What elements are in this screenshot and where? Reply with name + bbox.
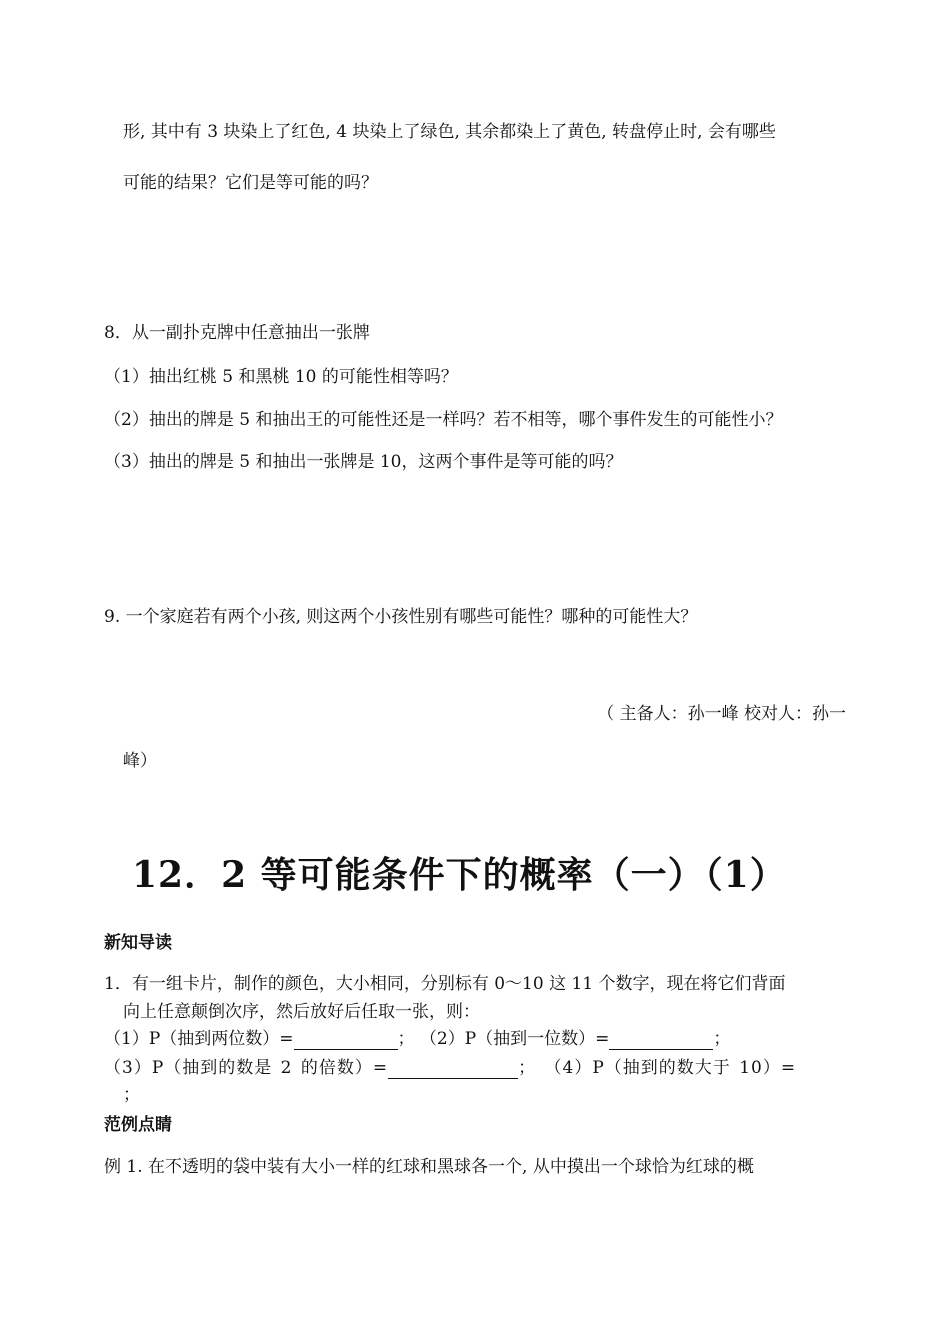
question-9: 9. 一个家庭若有两个小孩, 则这两个小孩性别有哪些可能性？哪种的可能性大？ <box>104 607 698 627</box>
answer-1-label: （1）P（抽到两位数）= <box>104 1029 294 1049</box>
question-8-part-2: （2）抽出的牌是 5 和抽出王的可能性还是一样吗？若不相等，哪个事件发生的可能性小？ <box>104 410 783 430</box>
answer-row-2 <box>104 1057 796 1079</box>
answer-1-end: ； <box>397 1029 415 1049</box>
section-heading: 12．2 等可能条件下的概率（一）（1） <box>132 854 787 896</box>
answer-row-1 <box>104 1028 730 1050</box>
new-knowledge-title: 新知导读 <box>104 933 172 953</box>
continued-line-1: 形, 其中有 3 块染上了红色, 4 块染上了绿色, 其余都染上了黄色, 转盘停止时, 会有哪些 <box>123 122 776 142</box>
credits-line-2: 峰） <box>123 751 157 771</box>
answer-4-label: （4）P（抽到的数大于 10）= <box>544 1058 797 1078</box>
example-1: 例 1. 在不透明的袋中装有大小一样的红球和黑球各一个, 从中摸出一个球恰为红球的概 <box>104 1157 754 1177</box>
question-8-part-3: （3）抽出的牌是 5 和抽出一张牌是 10，这两个事件是等可能的吗？ <box>104 452 623 472</box>
examples-title: 范例点睛 <box>104 1115 172 1135</box>
answer-2-label: （2）P（抽到一位数）= <box>419 1029 610 1049</box>
question-8-part-1: （1）抽出红桃 5 和黑桃 10 的可能性相等吗？ <box>104 367 458 387</box>
credits-line-1: （ 主备人：孙一峰 校对人：孙一 <box>597 704 846 724</box>
continued-line-2: 可能的结果？它们是等可能的吗？ <box>123 173 378 193</box>
answer-2-end: ； <box>713 1029 731 1049</box>
question-1-line-2: 向上任意颠倒次序，然后放好后任取一张，则： <box>123 1002 480 1022</box>
answer-4-end: ； <box>123 1085 140 1105</box>
answer-3-blank[interactable] <box>388 1060 518 1079</box>
question-1-line-1: 1．有一组卡片，制作的颜色，大小相同，分别标有 0～10 这 11 个数字，现在将它们背面 <box>104 974 786 994</box>
answer-3-label: （3）P（抽到的数是 2 的倍数）= <box>104 1058 389 1078</box>
question-8-stem: 8．从一副扑克牌中任意抽出一张牌 <box>104 323 370 343</box>
answer-1-blank[interactable] <box>294 1031 398 1050</box>
answer-2-blank[interactable] <box>609 1031 713 1050</box>
answer-3-end: ； <box>518 1058 537 1078</box>
